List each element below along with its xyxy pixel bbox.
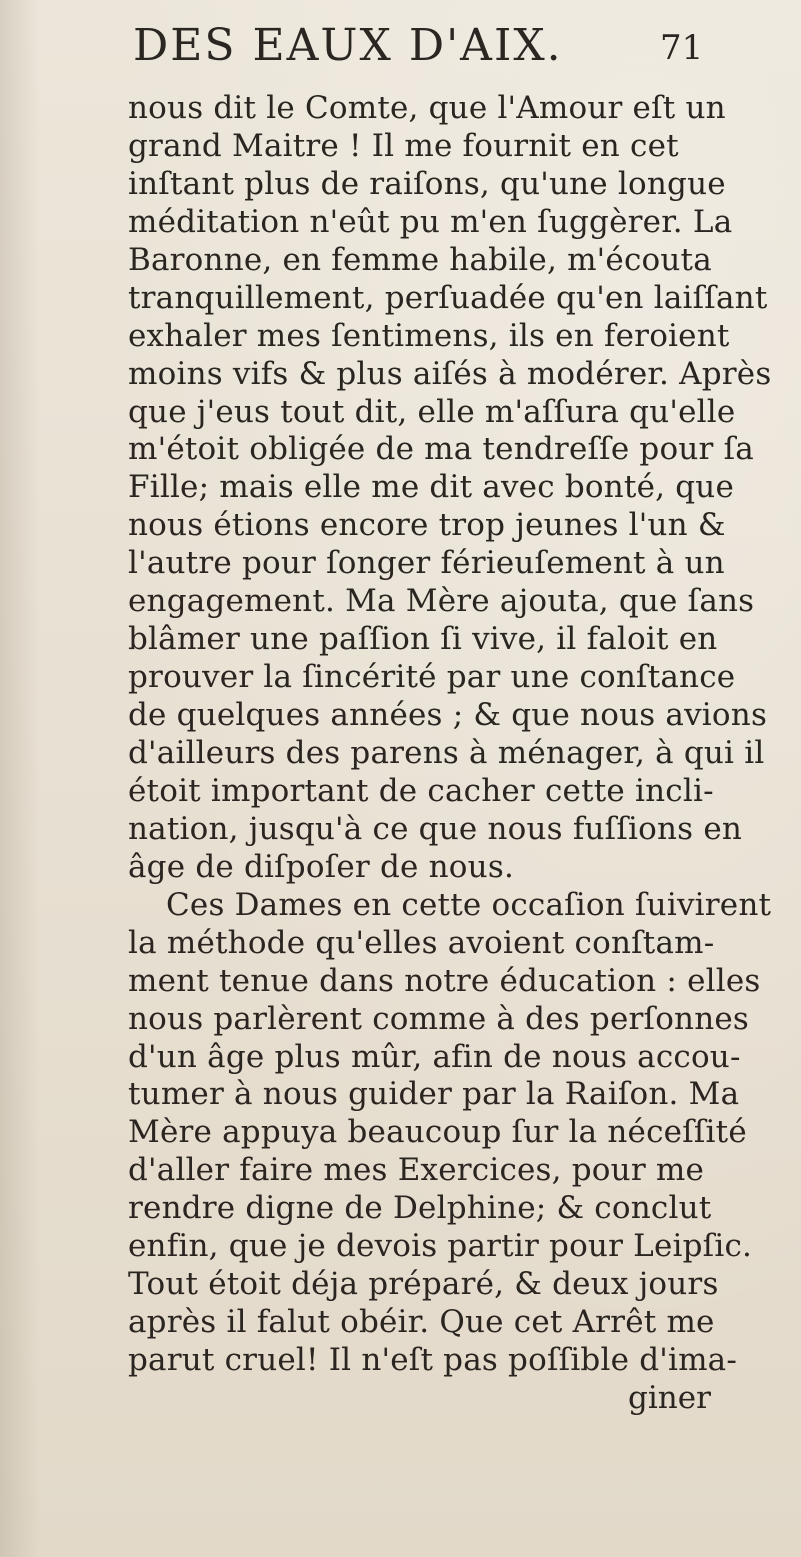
- text-line: nous dit le Comte, que l'Amour eſt un: [128, 90, 726, 126]
- text-line: exhaler mes ſentimens, ils en feroient: [128, 317, 730, 354]
- text-line: de quelques années ; & que nous avions: [128, 697, 768, 734]
- text-line: tranquillement, perſuadée qu'en laiſſant: [128, 279, 768, 316]
- text-line: méditation n'eût pu m'en ſuggèrer. La: [128, 203, 733, 240]
- text-line: Baronne, en femme habile, m'écouta: [128, 241, 712, 278]
- text-line: grand Maitre ! Il me fournit en cet: [128, 127, 679, 164]
- text-line: étoit important de cacher cette incli-: [128, 772, 714, 809]
- text-line: enfin, que je devois partir pour Leipſic.: [128, 1228, 753, 1265]
- text-line: prouver la ſincérité par une conſtance: [128, 659, 736, 696]
- text-line: Mère appuya beaucoup ſur la néceſſité: [128, 1114, 747, 1151]
- text-line: d'un âge plus mûr, afin de nous accou-: [128, 1038, 741, 1075]
- text-line: moins vifs & plus aiſés à modérer. Après: [128, 355, 772, 392]
- text-line: engagement. Ma Mère ajouta, que ſans: [128, 583, 755, 620]
- text-line: blâmer une paſſion ſi vive, il faloit en: [128, 621, 718, 658]
- text-line: m'étoit obligée de ma tendreſſe pour ſa: [128, 431, 754, 468]
- page-number: 71: [660, 28, 704, 68]
- text-line: inſtant plus de raiſons, qu'une longue: [128, 165, 726, 202]
- text-line: l'autre pour ſonger férieuſement à un: [128, 545, 725, 582]
- text-line: que j'eus tout dit, elle m'aſſura qu'elle: [128, 393, 736, 430]
- text-line: tumer à nous guider par la Raiſon. Ma: [128, 1076, 740, 1113]
- text-line: d'aller faire mes Exercices, pour me: [128, 1152, 705, 1189]
- text-line: Ces Dames en cette occaſion ſuivirent: [166, 886, 772, 923]
- text-line: nous parlèrent comme à des perſonnes: [128, 1000, 750, 1037]
- running-head: DES EAUX D'AIX.: [133, 20, 563, 71]
- text-line: la méthode qu'elles avoient conſtam-: [128, 924, 715, 961]
- text-line: d'ailleurs des parens à ménager, à qui il: [128, 735, 765, 771]
- catchword: giner: [628, 1380, 711, 1416]
- text-line: après il falut obéir. Que cet Arrêt me: [128, 1304, 715, 1341]
- text-line: parut cruel! Il n'eſt pas poſſible d'ima-: [128, 1342, 738, 1379]
- text-line: ment tenue dans notre éducation : elles: [128, 962, 761, 999]
- text-line: rendre digne de Delphine; & conclut: [128, 1190, 712, 1227]
- text-line: nation, jusqu'à ce que nous fuſſions en: [128, 810, 743, 847]
- text-line: Fille; mais elle me dit avec bonté, que: [128, 469, 734, 506]
- text-line: Tout étoit déja préparé, & deux jours: [128, 1266, 719, 1303]
- text-line: nous étions encore trop jeunes l'un &: [128, 507, 726, 544]
- text-line: âge de diſpoſer de nous.: [128, 848, 515, 885]
